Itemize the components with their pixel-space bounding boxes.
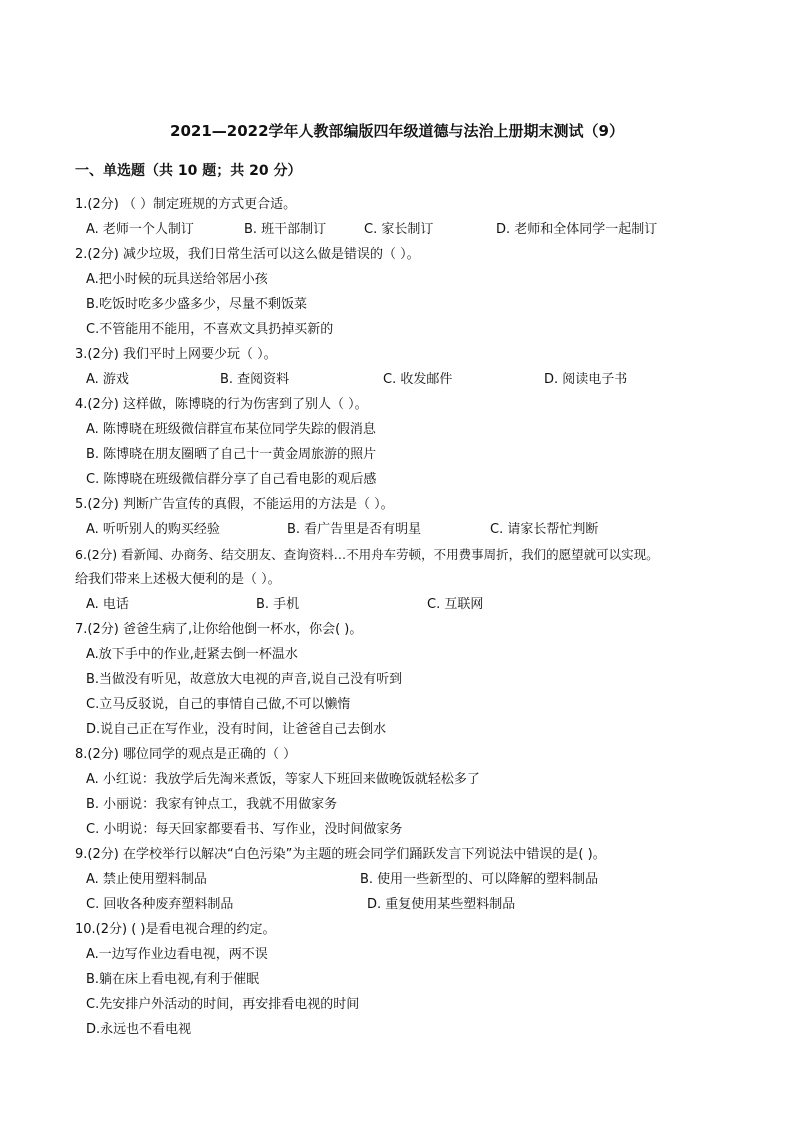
option: B.吃饭时吃多少盛多少，尽量不剩饭菜	[86, 297, 308, 312]
option: B.躺在床上看电视,有利于催眠	[86, 972, 260, 987]
option: D. 老师和全体同学一起制订	[496, 222, 658, 237]
option: B. 陈博晓在朋友圈晒了自己十一黄金周旅游的照片	[86, 447, 377, 462]
option: B.当做没有听见，故意放大电视的声音,说自己没有听到	[86, 672, 403, 687]
question-stem: 2.(2分) 减少垃圾，我们日常生活可以这么做是错误的（ ）。	[75, 247, 420, 262]
option: C.立马反驳说，自己的事情自己做,不可以懒惰	[86, 697, 351, 712]
option: D.说自己正在写作业，没有时间，让爸爸自己去倒水	[86, 722, 387, 737]
option: C.先安排户外活动的时间，再安排看电视的时间	[86, 997, 360, 1012]
option: A.一边写作业边看电视，两不误	[86, 947, 268, 962]
question-stem: 5.(2分) 判断广告宣传的真假，不能运用的方法是（ ）。	[75, 497, 394, 512]
question-stem: 9.(2分) 在学校举行以解决“白色污染”为主题的班会同学们踊跃发言下列说法中错误的是( )。	[75, 847, 606, 862]
option: C. 互联网	[427, 597, 484, 612]
option: D. 阅读电子书	[544, 372, 628, 387]
option: B. 班干部制订	[244, 222, 327, 237]
option: B. 小丽说：我家有钟点工，我就不用做家务	[86, 797, 338, 812]
option: C. 收发邮件	[383, 372, 453, 387]
page-title: 2021—2022学年人教部编版四年级道德与法治上册期末测试（9）	[170, 122, 624, 140]
option: A. 小红说：我放学后先淘米煮饭，等家人下班回来做晚饭就轻松多了	[86, 772, 480, 787]
question-stem: 8.(2分) 哪位同学的观点是正确的（ ）	[75, 747, 297, 762]
option: A. 禁止使用塑料制品	[86, 872, 207, 887]
option: A. 游戏	[86, 372, 129, 387]
option: D. 重复使用某些塑料制品	[367, 897, 516, 912]
option: A. 电话	[86, 597, 129, 612]
option: A. 老师一个人制订	[86, 222, 194, 237]
option: A.放下手中的作业,赶紧去倒一杯温水	[86, 647, 298, 662]
section-heading: 一、单选题（共 10 题；共 20 分）	[75, 163, 302, 179]
option: B. 看广告里是否有明星	[287, 522, 422, 537]
option: A. 陈博晓在班级微信群宣布某位同学失踪的假消息	[86, 422, 376, 437]
question-stem: 10.(2分) ( )是看电视合理的约定。	[75, 922, 276, 937]
question-stem: 3.(2分) 我们平时上网要少玩（ ）。	[75, 347, 277, 362]
question-stem: 6.(2分) 看新闻、办商务、结交朋友、查询资料…不用舟车劳顿，不用费事周折，我们的愿望就可以实现。	[75, 547, 659, 562]
option: B. 手机	[256, 597, 300, 612]
option: C. 回收各种废弃塑料制品	[86, 897, 234, 912]
question-stem: 7.(2分) 爸爸生病了,让你给他倒一杯水，你会( )。	[75, 622, 363, 637]
option: D.永远也不看电视	[86, 1022, 192, 1037]
option: C.不管能用不能用，不喜欢文具扔掉买新的	[86, 322, 334, 337]
option: B. 查阅资料	[220, 372, 290, 387]
option: A.把小时候的玩具送给邻居小孩	[86, 272, 268, 287]
option: C. 小明说：每天回家都要看书、写作业，没时间做家务	[86, 822, 403, 837]
option: B. 使用一些新型的、可以降解的塑料制品	[360, 872, 599, 887]
question-stem: 4.(2分) 这样做，陈博晓的行为伤害到了别人（ ）。	[75, 397, 368, 412]
question-stem: 1.(2分) （ ）制定班规的方式更合适。	[75, 197, 297, 212]
option: C. 陈博晓在班级微信群分享了自己看电影的观后感	[86, 472, 377, 487]
question-stem-continued: 给我们带来上述极大便利的是（ ）。	[75, 572, 281, 587]
option: A. 听听别人的购买经验	[86, 522, 220, 537]
option: C. 请家长帮忙判断	[490, 522, 599, 537]
option: C. 家长制订	[364, 222, 434, 237]
